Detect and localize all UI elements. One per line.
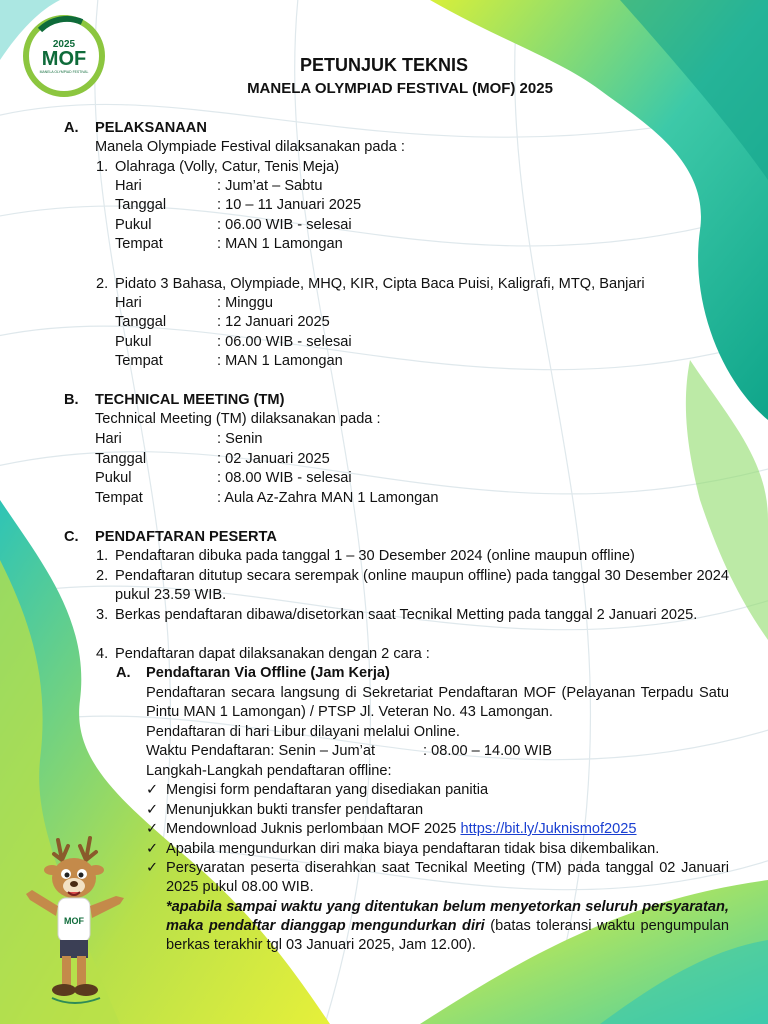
row-value: : 10 – 11 Januari 2025 xyxy=(217,197,362,213)
row-label: Tanggal xyxy=(95,451,147,467)
item-number: 2. xyxy=(96,568,109,584)
row-label: Tanggal xyxy=(115,197,167,213)
time-value: : 08.00 – 14.00 WIB xyxy=(423,743,552,759)
row-label: Hari xyxy=(115,295,142,311)
checklist-item: ✓ Mendownload Juknis perlombaan MOF 2025 https://bit.ly/Juknismof2025 xyxy=(146,821,637,837)
section-a-intro: Manela Olympiade Festival dilaksanakan pada : xyxy=(95,139,405,155)
item-number: 3. xyxy=(96,607,109,623)
page-title: PETUNJUK TEKNIS xyxy=(299,55,469,75)
check-icon: ✓ xyxy=(146,802,159,818)
checklist-item: ✓ Mengisi form pendaftaran yang disediakan panitia xyxy=(146,782,489,798)
row-value: : Minggu xyxy=(217,295,273,311)
logo-sub: MANELA OLYMPIAD FESTIVAL xyxy=(39,70,89,74)
row-value: : MAN 1 Lamongan xyxy=(217,353,343,369)
row-value: : MAN 1 Lamongan xyxy=(217,236,343,252)
sub-a-paragraph: Pendaftaran secara langsung di Sekretariat Pendaftaran MOF (Pelayanan Terpadu Satu Pintu MAN 1 Lamongan) / PTSP Jl. Veteran No. 43 Lamongan. xyxy=(146,685,729,720)
row-label: Hari xyxy=(95,431,122,447)
steps-label: Langkah-Langkah pendaftaran offline: xyxy=(146,763,392,779)
check-icon: ✓ xyxy=(146,841,159,857)
deer-mascot-image xyxy=(16,832,132,1010)
row-label: Pukul xyxy=(95,470,132,486)
row-value: : 06.00 WIB - selesai xyxy=(217,217,352,233)
item-text: Pendaftaran ditutup secara serempak (online maupun offline) pada tanggal 30 Desember 2024 pukul 23.59 WIB. xyxy=(115,568,729,603)
sub-a-letter: A. xyxy=(116,665,131,681)
row-label: Tempat xyxy=(115,353,163,369)
item-text: Pendaftaran dapat dilaksanakan dengan 2 cara : xyxy=(115,646,430,662)
check-icon: ✓ xyxy=(146,821,159,837)
section-a-heading: PELAKSANAAN xyxy=(95,120,207,136)
mascot-shirt-mark: MOF xyxy=(64,916,84,926)
row-value: : Senin xyxy=(217,431,263,447)
row-label: Tempat xyxy=(115,236,163,252)
check-icon: ✓ xyxy=(146,860,159,876)
row-label: Hari xyxy=(115,178,142,194)
section-b-letter: B. xyxy=(64,392,79,408)
row-value: : Aula Az-Zahra MAN 1 Lamongan xyxy=(217,490,439,506)
deadline-note xyxy=(166,898,729,955)
time-label: Waktu Pendaftaran: Senin – Jum’at xyxy=(146,743,376,759)
item-title: Olahraga (Volly, Catur, Tenis Meja) xyxy=(115,159,340,175)
row-label: Pukul xyxy=(115,334,152,350)
section-b-intro: Technical Meeting (TM) dilaksanakan pada : xyxy=(95,411,381,427)
row-value: : Jum’at – Sabtu xyxy=(217,178,323,194)
item-number: 1. xyxy=(96,548,109,564)
row-value: : 02 Januari 2025 xyxy=(217,451,330,467)
sub-a-online-note: Pendaftaran di hari Libur dilayani melalui Online. xyxy=(146,724,460,740)
item-number: 1. xyxy=(96,159,109,175)
item-text: Pendaftaran dibuka pada tanggal 1 – 30 Desember 2024 (online maupun offline) xyxy=(115,548,635,564)
check-icon: ✓ xyxy=(146,782,159,798)
row-value: : 08.00 WIB - selesai xyxy=(217,470,352,486)
logo-year: 2025 xyxy=(52,39,76,50)
item-title: Pidato 3 Bahasa, Olympiade, MHQ, KIR, Cipta Baca Puisi, Kaligrafi, MTQ, Banjari xyxy=(115,276,645,292)
mof-logo xyxy=(22,14,106,98)
logo-mark: MOF xyxy=(41,48,87,70)
deadline-note-bold: *apabila sampai waktu yang ditentukan belum menyetorkan seluruh persyaratan, maka pendaftar dianggap mengundurkan diri xyxy=(166,899,729,934)
row-value: : 12 Januari 2025 xyxy=(217,314,330,330)
section-a-letter: A. xyxy=(64,120,79,136)
deadline-note-rest: (batas toleransi waktu pengumpulan berkas terakhir tgl 03 Januari 2025, Jam 12.00). xyxy=(166,918,729,953)
row-value: : 06.00 WIB - selesai xyxy=(217,334,352,350)
row-label: Tempat xyxy=(95,490,143,506)
row-label: Pukul xyxy=(115,217,152,233)
juknis-link[interactable]: https://bit.ly/Juknismof2025 xyxy=(460,821,637,837)
item-text: Berkas pendaftaran dibawa/disetorkan saat Tecnikal Metting pada tanggal 2 Januari 2025. xyxy=(115,607,698,623)
checklist-item: ✓ Apabila mengundurkan diri maka biaya pendaftaran tidak bisa dikembalikan. xyxy=(146,841,660,857)
row-label: Tanggal xyxy=(115,314,167,330)
item-number: 4. xyxy=(96,646,109,662)
sub-a-heading: Pendaftaran Via Offline (Jam Kerja) xyxy=(146,665,390,681)
section-c-letter: C. xyxy=(64,529,79,545)
checklist-item: ✓ Menunjukkan bukti transfer pendaftaran xyxy=(146,802,424,818)
section-b-heading: TECHNICAL MEETING (TM) xyxy=(95,392,285,408)
item-number: 2. xyxy=(96,276,109,292)
checklist-item-text: Persyaratan peserta diserahkan saat Tecnikal Meeting (TM) pada tanggal 02 Januari 2025 pukul 08.00 WIB. xyxy=(166,860,729,895)
page-subtitle: MANELA OLYMPIAD FESTIVAL (MOF) 2025 xyxy=(247,80,553,97)
section-c-heading: PENDAFTARAN PESERTA xyxy=(95,529,277,545)
